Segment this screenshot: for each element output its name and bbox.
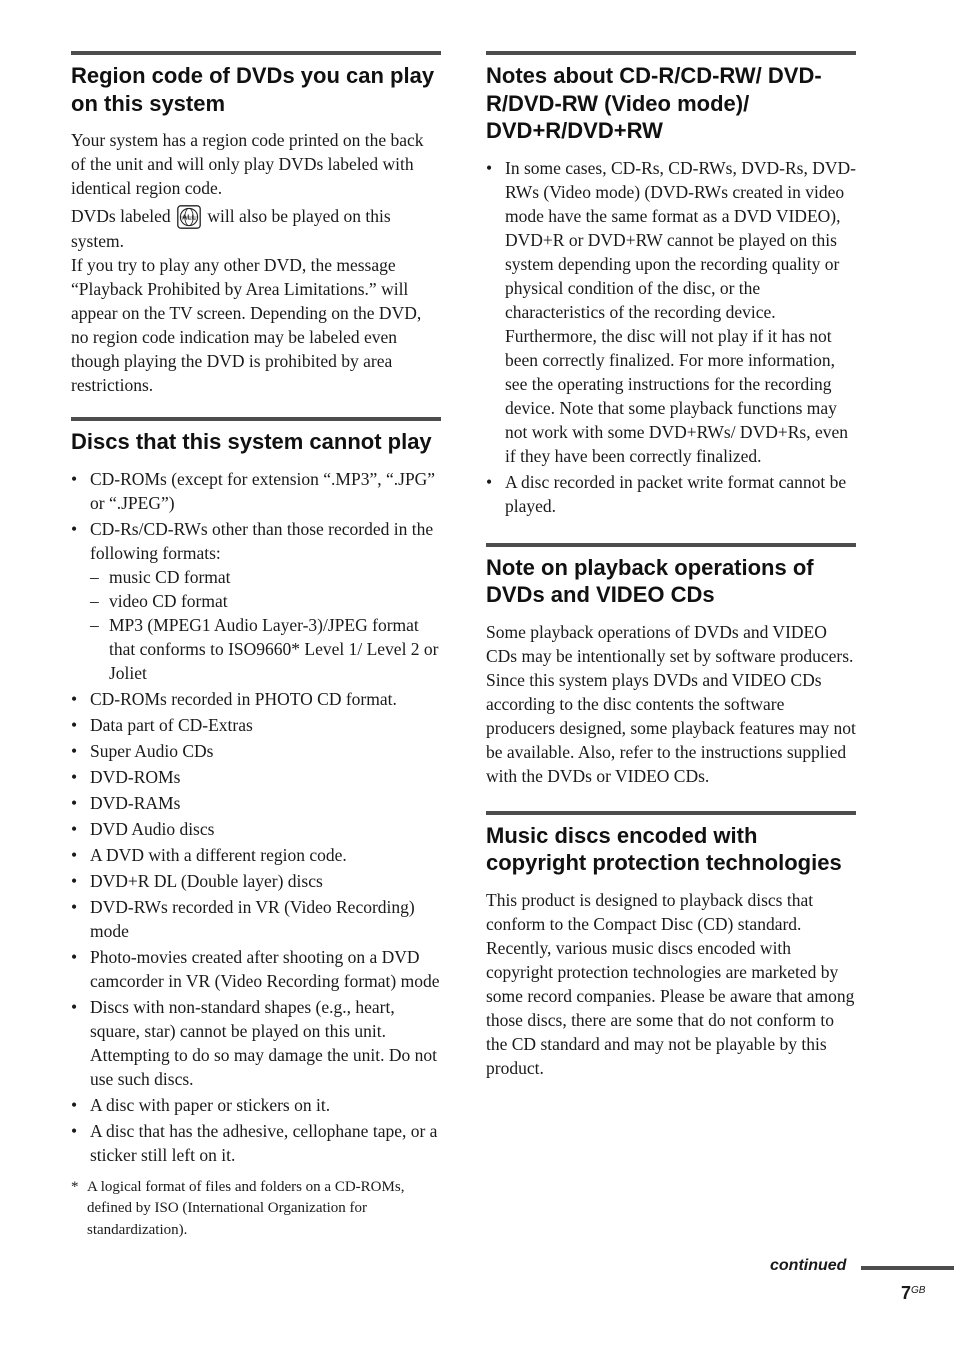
list-item: • DVD+R DL (Double layer) discs [71,869,441,893]
footnote [71,1177,441,1242]
footnote-text: A logical format of files and folders on a CD-ROMs, defined by ISO (International Organization for standardization). [87,1178,405,1238]
left-column [71,51,441,1241]
list-item: • DVD Audio discs [71,817,441,841]
list-item: • A disc recorded in packet write format cannot be played. [486,470,856,518]
region-paragraph-1: Your system has a region code printed on the back of the unit and will only play DVDs labeled with identical region code. [71,130,424,198]
footnote-mark: * [71,1178,79,1195]
region-paragraph-3: If you try to play any other DVD, the message “Playback Prohibited by Area Limitations.” will appear on the TV screen. Depending on the DVD, no region code indication may be labeled even though playing the DVD is prohibited by area restrictions. [71,255,422,395]
section-discs-cannot-play [71,417,441,1241]
heading-region-code: Region code of DVDs you can play on this system [71,63,435,116]
page-number [901,1283,925,1304]
list-item: • DVD-ROMs [71,765,441,789]
heading-music-discs: Music discs encoded with copyright protection technologies [486,822,842,875]
heading-playback-operations: Note on playback operations of DVDs and VIDEO CDs [486,554,814,607]
cannot-play-list [71,467,441,1167]
list-item: • Super Audio CDs [71,739,441,763]
list-item: • A disc with paper or stickers on it. [71,1093,441,1117]
continued-label: continued [770,1257,847,1274]
continued-bar [861,1266,954,1270]
page-number-value: 7 [901,1283,912,1303]
list-item: • CD-ROMs (except for extension “.MP3”, “.JPG” or “.JPEG”) [71,467,441,515]
playback-paragraph: Some playback operations of DVDs and VIDEO CDs may be intentionally set by software producers. Since this system plays DVDs and VIDEO CDs according to the disc contents the software producers designed, some playback features may not be available. Also, refer to the instructions supplied with the DVDs or VIDEO CDs. [486,621,856,786]
formats-sublist [90,565,441,685]
section-playback-operations [486,543,856,788]
list-item: • In some cases, CD-Rs, CD-RWs, DVD-Rs, DVD-RWs (Video mode) (DVD-RWs created in video mode have the same format as a DVD VIDEO), DVD+R or DVD+RW cannot be played on this system depending upon the recording quality or physical condition of the disc, or the characteristics of the recording device. Furthermore, the disc will not play if it has not been correctly finalized. For more information, see the operating instructions for the recording device. Note that some playback functions may not work with some DVD+RWs/ DVD+Rs, even if they have been correctly finalized. [486,156,856,468]
list-item: • Photo-movies created after shooting on a DVD camcorder in VR (Video Recording format) mode [71,945,441,993]
list-item: • A disc that has the adhesive, cellophane tape, or a sticker still left on it. [71,1119,441,1167]
music-paragraph: This product is designed to playback discs that conform to the Compact Disc (CD) standard. Recently, various music discs encoded with copyright protection technologies are marketed by some record companies. Please be aware that among those discs, there are some that do not conform to the CD standard and may not be playable by this product. [486,889,855,1078]
list-item-formats-text: CD-Rs/CD-RWs other than those recorded in the following formats: [90,518,434,563]
section-notes-recordable [486,51,856,518]
region-paragraph-2 [71,204,441,253]
region-paragraph-2-after: will also be played on this system. [71,206,391,251]
list-item: • DVD-RWs recorded in VR (Video Recording) mode [71,895,441,943]
sublist-item: – video CD format [90,589,441,613]
heading-notes-recordable: Notes about CD-R/CD-RW/ DVD-R/DVD-RW (Video mode)/ DVD+R/DVD+RW [486,63,822,143]
section-region-code [71,51,441,397]
region-all-globe-icon [177,205,201,229]
page-number-suffix: GB [911,1285,926,1296]
list-item: • CD-ROMs recorded in PHOTO CD format. [71,687,441,711]
section-music-discs [486,811,856,1080]
list-item: • Discs with non-standard shapes (e.g., heart, square, star) cannot be played on this unit. Attempting to do so may damage the unit. Do not use such discs. [71,995,441,1091]
list-item: • A DVD with a different region code. [71,843,441,867]
region-all-mark-text: ALL [182,212,197,222]
sublist-item: – music CD format [90,565,441,589]
list-item: • Data part of CD-Extras [71,713,441,737]
list-item: • DVD-RAMs [71,791,441,815]
notes-list [486,156,856,518]
list-item-formats [71,517,441,685]
sublist-item: – MP3 (MPEG1 Audio Layer-3)/JPEG format that conforms to ISO9660* Level 1/ Level 2 or Joliet [90,613,441,685]
right-column [486,51,856,1080]
heading-discs-cannot-play: Discs that this system cannot play [71,429,432,454]
region-paragraph-2-before: DVDs labeled [71,206,171,226]
